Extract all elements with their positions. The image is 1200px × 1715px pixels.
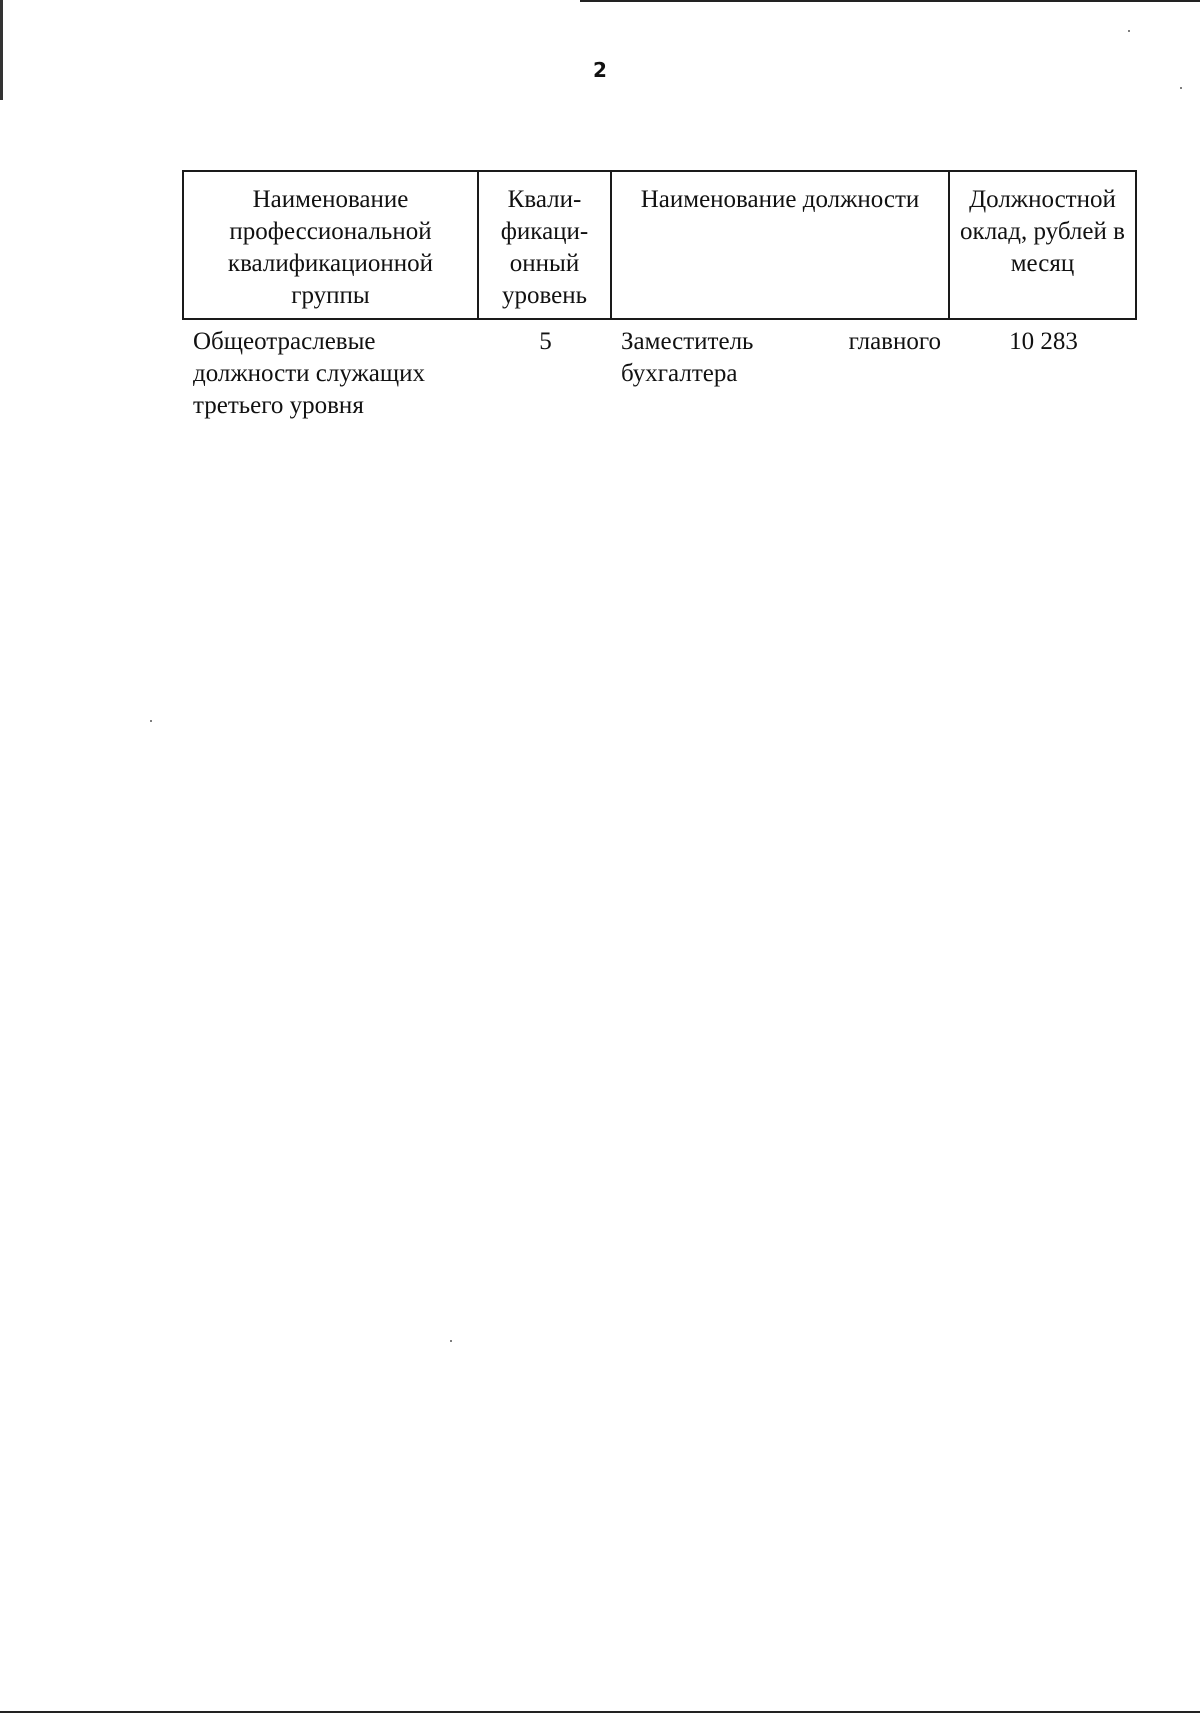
header-position-name: Наименование должности <box>611 171 949 319</box>
cell-salary: 10 283 <box>1009 328 1078 355</box>
cell-qualification-level: 5 <box>539 328 552 355</box>
scan-border-bottom <box>0 1711 1200 1713</box>
page-number: 2 <box>593 58 607 82</box>
table-row <box>183 319 1136 422</box>
cell-position-name: Заместитель главного бухгалтера <box>621 328 941 387</box>
scan-speck <box>1180 87 1182 89</box>
scan-speck <box>150 720 152 722</box>
header-qualification-level: Квали-фикаци-онный уровень <box>478 171 611 319</box>
scan-border-top <box>580 0 1200 2</box>
table-header-row <box>183 171 1136 319</box>
scan-border-left <box>0 0 3 1715</box>
salary-table <box>182 170 1137 422</box>
scan-speck <box>1128 30 1130 32</box>
cell-professional-group: Общеотраслевые должности служащих третьего уровня <box>193 328 426 419</box>
header-salary: Должностной оклад, рублей в месяц <box>949 171 1136 319</box>
header-professional-group: Наименование профессиональной квалификационной группы <box>183 171 478 319</box>
scan-speck <box>450 1340 452 1342</box>
